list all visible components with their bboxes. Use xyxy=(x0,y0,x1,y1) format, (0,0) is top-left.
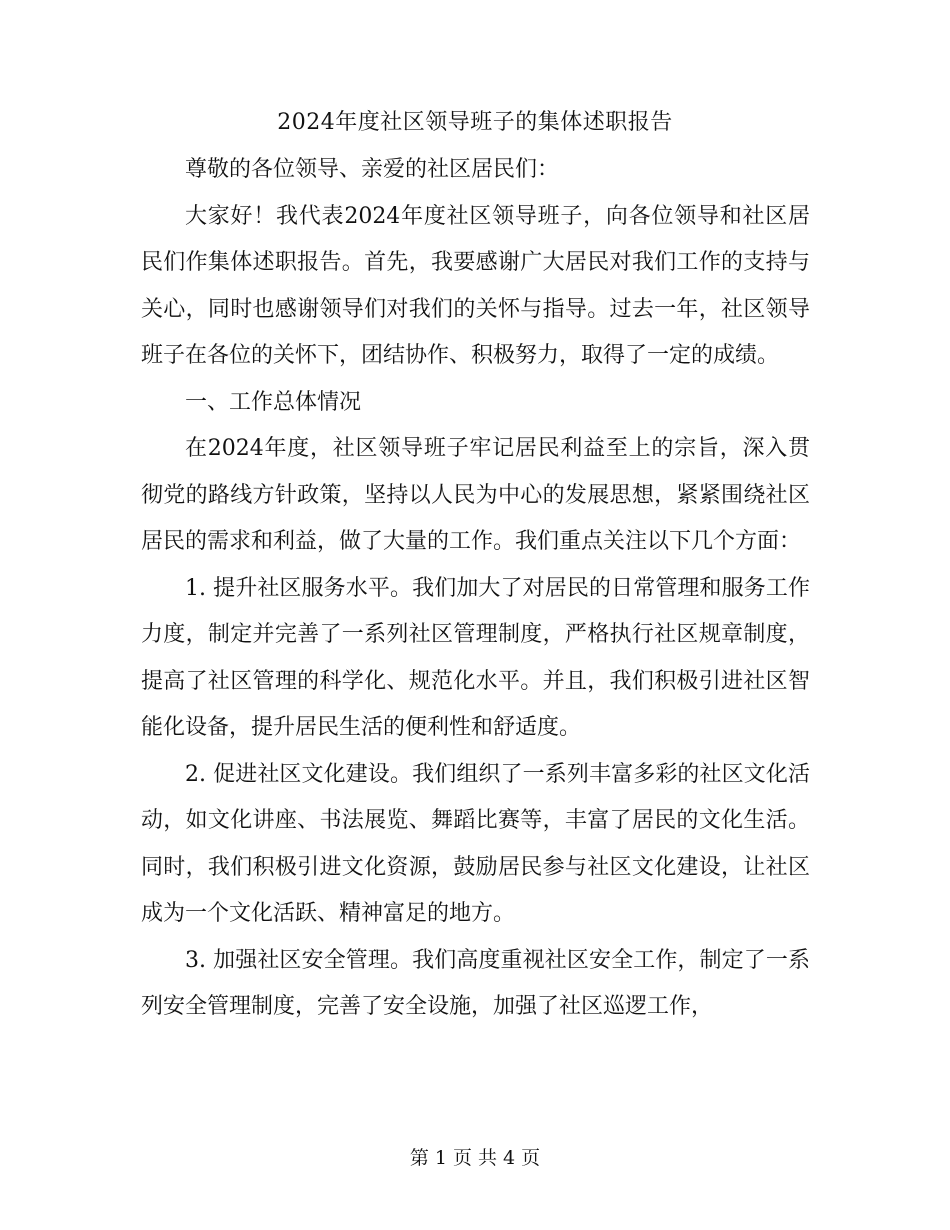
list-item-safety: 3. 加强社区安全管理。我们高度重视社区安全工作，制定了一系列安全管理制度，完善了安全设施，加强了社区巡逻工作， xyxy=(141,947,810,1019)
document-title: 2024年度社区领导班子的集体述职报告 xyxy=(277,110,673,135)
document-body xyxy=(141,147,810,1031)
overview-paragraph: 在2024年度，社区领导班子牢记居民利益至上的宗旨，深入贯彻党的路线方针政策，坚持以人民为中心的发展思想，紧紧围绕社区居民的需求和利益，做了大量的工作。我们重点关注以下几个方面： xyxy=(141,436,810,554)
salutation-paragraph: 尊敬的各位领导、亲爱的社区居民们： xyxy=(185,157,560,182)
page-number: 第 1 页 共 4 页 xyxy=(409,1147,541,1169)
intro-paragraph: 大家好！我代表2024年度社区领导班子，向各位领导和社区居民们作集体述职报告。首先，我要感谢广大居民对我们工作的支持与关心，同时也感谢领导们对我们的关怀与指导。过去一年，社区领导班子在各位的关怀下，团结协作、积极努力，取得了一定的成绩。 xyxy=(141,203,810,368)
list-item-culture: 2. 促进社区文化建设。我们组织了一系列丰富多彩的社区文化活动，如文化讲座、书法展览、舞蹈比赛等，丰富了居民的文化生活。同时，我们积极引进文化资源，鼓励居民参与社区文化建设，让社区成为一个文化活跃、精神富足的地方。 xyxy=(141,761,810,926)
list-item-service: 1. 提升社区服务水平。我们加大了对居民的日常管理和服务工作力度，制定并完善了一系列社区管理制度，严格执行社区规章制度，提高了社区管理的科学化、规范化水平。并且，我们积极引进社区智能化设备，提升居民生活的便利性和舒适度。 xyxy=(141,575,810,740)
section-heading: 一、工作总体情况 xyxy=(185,389,362,415)
